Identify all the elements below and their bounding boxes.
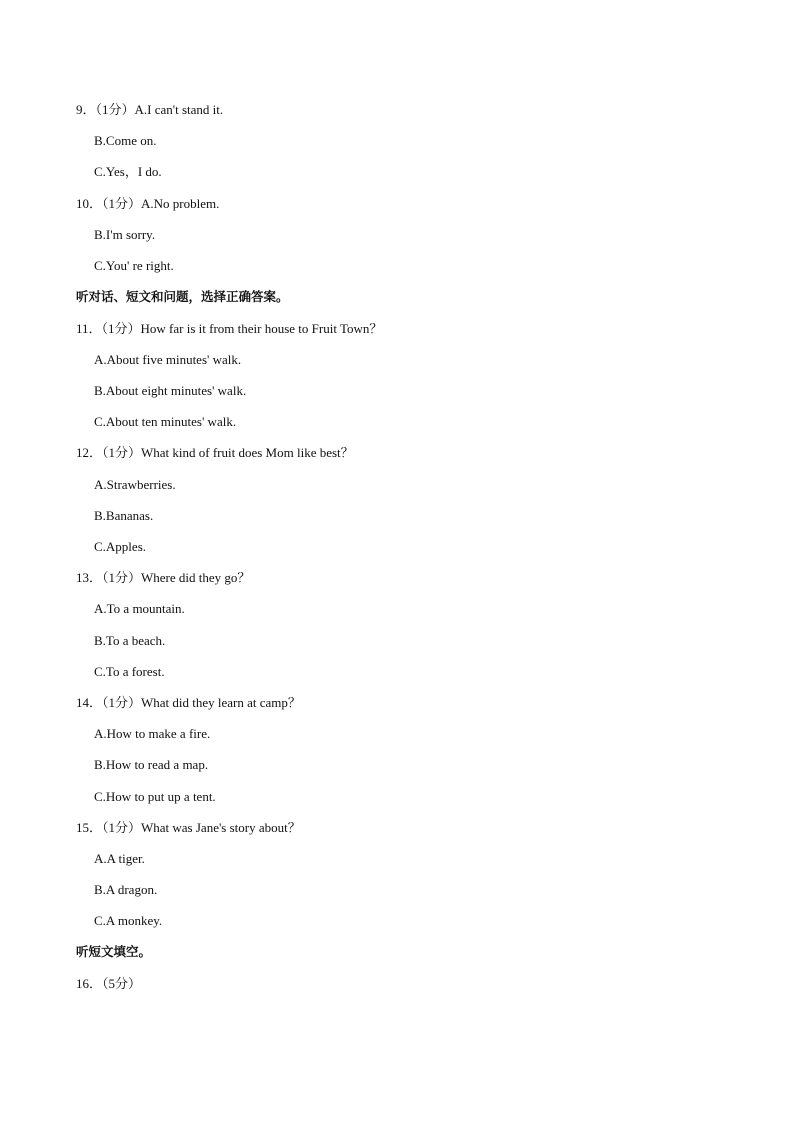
question-14-stem: 14．（1分）What did they learn at camp？	[76, 695, 301, 710]
question-11-stem: 11．（1分）How far is it from their house to Fruit Town？	[76, 321, 383, 336]
question-14-option-a: A.How to make a fire.	[94, 726, 211, 741]
question-11-option-a: A.About five minutes' walk.	[94, 352, 242, 367]
section-heading-listen-choose: 听对话、短文和问题，选择正确答案。	[76, 289, 289, 304]
question-13-stem: 13．（1分）Where did they go？	[76, 570, 251, 585]
question-12-option-c: C.Apples.	[94, 539, 146, 554]
question-9-option-c: C.Yes，I do.	[94, 164, 162, 179]
question-14-option-c: C.How to put up a tent.	[94, 789, 216, 804]
question-10-option-c: C.You' re right.	[94, 258, 174, 273]
question-11-option-b: B.About eight minutes' walk.	[94, 383, 247, 398]
question-10-option-b: B.I'm sorry.	[94, 227, 156, 242]
question-10-stem: 10．（1分）A.No problem.	[76, 196, 220, 211]
question-16-stem: 16．（5分）	[76, 976, 142, 991]
question-9-option-b: B.Come on.	[94, 133, 157, 148]
question-12-option-b: B.Bananas.	[94, 508, 154, 523]
question-15-stem: 15．（1分）What was Jane's story about？	[76, 820, 301, 835]
question-15-option-c: C.A monkey.	[94, 913, 163, 928]
question-12-option-a: A.Strawberries.	[94, 477, 176, 492]
question-14-option-b: B.How to read a map.	[94, 757, 209, 772]
question-13-option-b: B.To a beach.	[94, 633, 166, 648]
question-15-option-a: A.A tiger.	[94, 851, 145, 866]
question-13-option-c: C.To a forest.	[94, 664, 165, 679]
section-heading-fill-blanks: 听短文填空。	[76, 944, 152, 959]
question-15-option-b: B.A dragon.	[94, 882, 158, 897]
question-12-stem: 12．（1分）What kind of fruit does Mom like best？	[76, 445, 354, 460]
question-9-stem: 9．（1分）A.I can't stand it.	[76, 102, 224, 117]
question-13-option-a: A.To a mountain.	[94, 601, 185, 616]
question-11-option-c: C.About ten minutes' walk.	[94, 414, 237, 429]
